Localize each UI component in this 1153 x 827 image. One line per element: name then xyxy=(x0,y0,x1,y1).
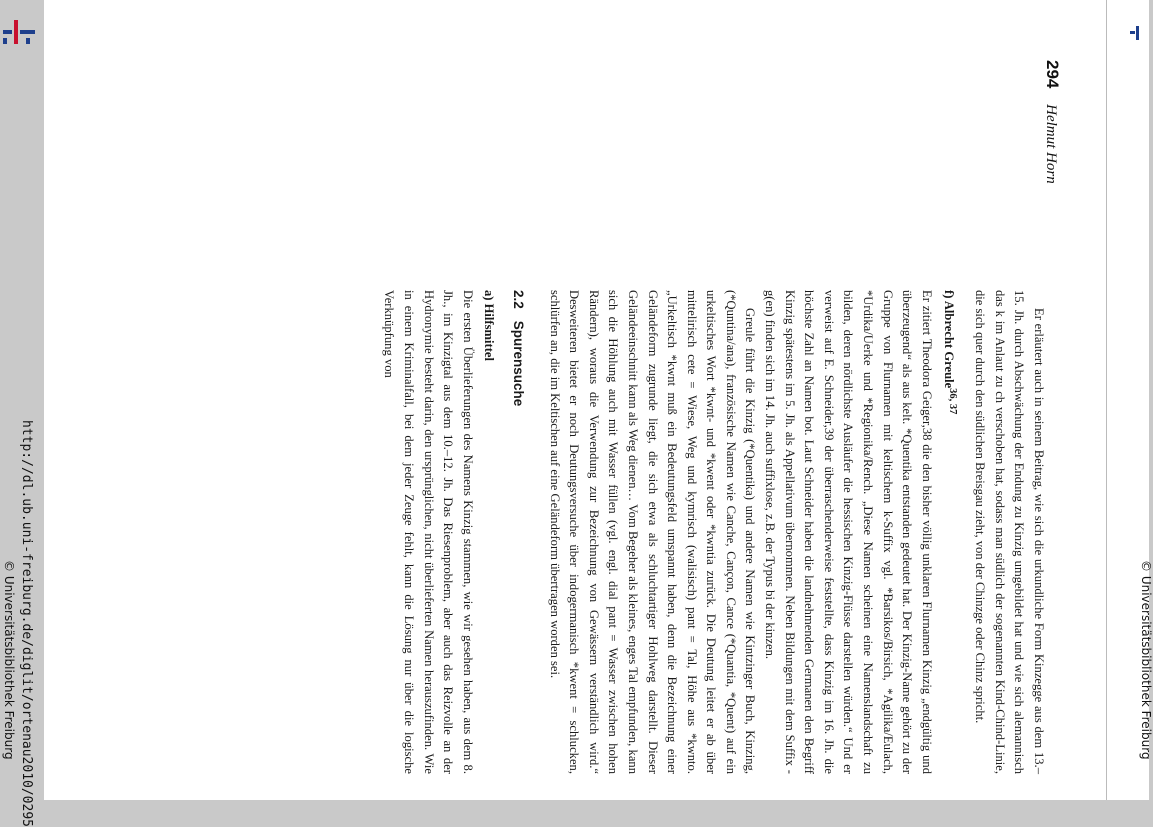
library-logo-small-icon xyxy=(1130,26,1144,40)
heading-albrecht-greule xyxy=(938,290,962,774)
author-name: Helmut Horn xyxy=(1043,104,1059,184)
heading-hilfsmittel: a) Hilfsmittel xyxy=(482,290,497,361)
rotated-page-content xyxy=(24,0,1084,800)
copyright-notice: © Universitätsbibliothek Freiburg xyxy=(2,560,16,760)
section-number: 2.2 xyxy=(510,290,526,309)
heading-f-label: f) Albrecht Greule xyxy=(941,290,956,389)
page-number: 294 xyxy=(1043,60,1062,89)
section-title: Spurensuche xyxy=(510,320,526,407)
right-strip-rotated xyxy=(1107,0,1153,800)
body-column xyxy=(379,290,1048,774)
right-margin-strip xyxy=(1106,0,1153,800)
section-heading xyxy=(508,290,528,774)
paragraph-1: Er erläutert auch in seinem Beitrag, wie sich die urkundliche Form Kinzegge aus dem 13.–15. Jh. durch Abschwächung der Endung zu Kinzig umgebildet hat und wie sich alemannisch das k im Anlaut zu ch verschoben hat, sodass man südlich der sogenannten Kind-Chind-Linie, die sich quer durch den südlichen Breisgau zieht, von der Chinzge oder Chinz spricht. xyxy=(973,290,1046,774)
page-header xyxy=(1042,60,1062,184)
paragraph-3: Greule führt die Kinzig (*Quentika) und andere Namen wie Kintzinger Buch, Kinzing, (*Quntina/ana), französische Namen wie Canche, Cançon, Cance (*Quantia, *Quent) auf ein urkeltisches Wort *kwnt- und *kwent oder *kwntia zurück. Die Deutung leitet er ab über mittelirisch cete = Wiese, Weg und kymrisch (walisisch) pant = Tal, Höhe aus *kwnto. „Urkeltisch *kwnt muß ein Bedeutungsfeld umspannt haben, denn die Bezeichnung einer Geländeform zugrunde liegt, die sich etwa als schluchtartiger Hohlweg darstellt. Dieser Geländeeinschnitt kann als Weg dienen… Vom Begeher als kleines, enges Tal empfunden, kann sich die Höhlung auch mit Wasser füllen (vgl. engl. dial pant = Wasser zwischen hohen Rändern), woraus die Verwendung zur Bezeichnung von Gewässern verständlich wird.“ Desweiteren bietet er noch Deutungsversuche über indogermanisch *kwent = schlucken, schlürfen an, die im Keltischen auf eine Geländeform übertragen worden sei. xyxy=(547,290,758,774)
source-url[interactable]: http://dl.ub.uni-freiburg.de/diglit/ortenau2010/0295 xyxy=(19,420,34,827)
paragraph-2: Er zitiert Theodora Geiger,38 die den bisher völlig unklaren Flurnamen Kinzig „endgültig und überzeugend“ als aus kelt. *Quentika entstanden gedeutet hat. Der Kinzig-Name gehört zu der Gruppe von Flurnamen mit keltischem k-Suffix vgl. *Barsikos/Birsich, *Agilika/Eulach, *Urdika/Uerke und *Regionika/Rench. „Diese Namen scheinen eine Namenslandschaft zu bilden, deren nördlichste Ausläufer die hessischen Kinzig-Flüsse darstellen würden.“ Und er verweist auf E. Schneider,39 der überraschenderweise feststellte, dass Kinzig im 16. Jh. die höchste Zahl an Namen bot. Laut Schneider haben die landnehmenden Germanen den Begriff Kinzig spätestens im 5. Jh. als Appellativum übernommen. Neben Bildungen mit dem Suffix -g(en) finden sich im 14. Jh. auch suffixlose, z.B. der Typus bi der kinzen. xyxy=(763,290,934,774)
paragraph-4: Die ersten Überlieferungen des Namens Kinzig stammen, wie wir gesehen haben, aus dem 8. Jh., im Kinzigtal aus dem 10.–12. Jh. Das Riesenproblem, aber auch das Reizvolle an der Hydronymie besteht darin, den ursprünglichen, nicht überlieferten Namen herauszufinden. Wie in einem Kriminalfall, bei dem jeder Zeuge fehlt, kann die Lösung nur über die logische Verknüpfung von xyxy=(382,290,475,774)
copyright-notice-cut: © Universitätsbibliothek Freiburg xyxy=(1139,560,1153,760)
footnote-ref: 36, 37 xyxy=(946,388,958,415)
document-page xyxy=(44,0,1106,800)
